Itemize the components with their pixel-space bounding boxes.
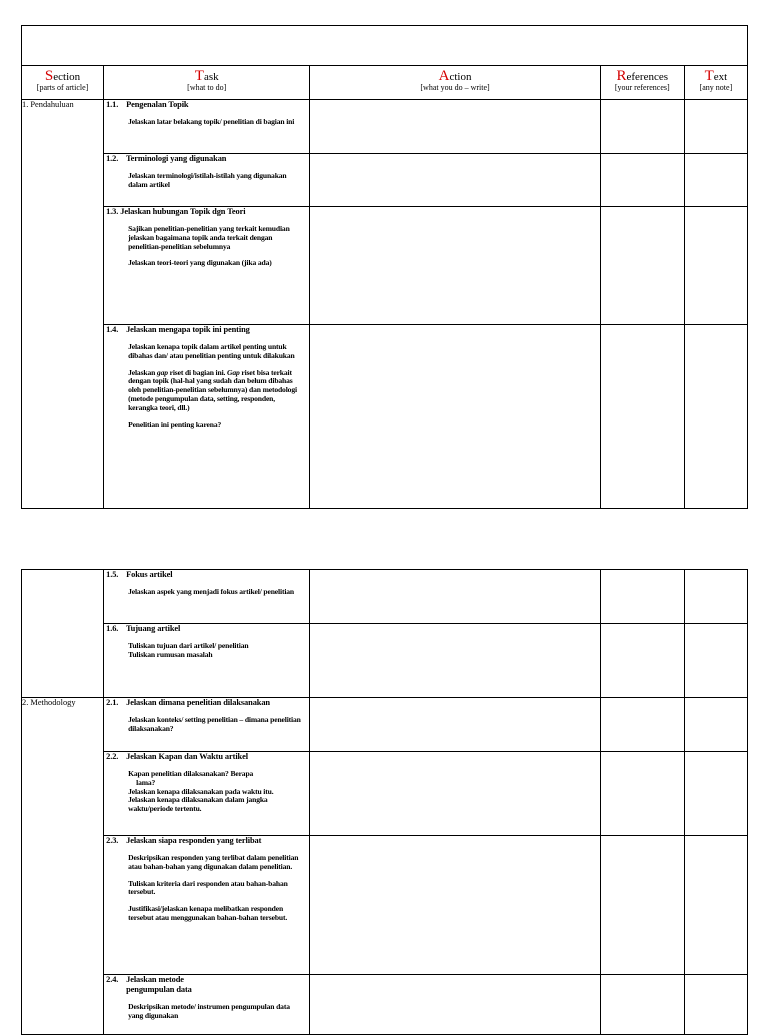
section-methodology: 2. Methodology <box>22 698 104 1035</box>
references-cell[interactable] <box>600 698 684 752</box>
section-empty-cell <box>22 570 104 698</box>
references-cell[interactable] <box>600 624 684 698</box>
task-cell-2-4 <box>104 975 310 1035</box>
article-plan-table-2 <box>21 569 748 1035</box>
table-row <box>22 100 748 154</box>
header-action: Action [what you do – write] <box>310 66 600 100</box>
text-cell[interactable] <box>684 836 747 975</box>
task-cell-1-4 <box>104 325 310 509</box>
action-cell[interactable] <box>310 624 600 698</box>
task-body: Tuliskan tujuan dari artikel/ penelitian Tuliskan rumusan masalah <box>128 641 249 659</box>
action-cell[interactable] <box>310 975 600 1035</box>
references-cell[interactable] <box>600 836 684 975</box>
task-cell-1-6 <box>104 624 310 698</box>
task-cell-1-1 <box>104 100 310 154</box>
task-body: Sajikan penelitian-penelitian yang terkait kemudian jelaskan bagaimana topik anda terkait dengan penelitian-penelitian sebelumnya Jelaskan teori-teori yang digunakan (jika ada) <box>128 224 290 268</box>
task-cell-2-1 <box>104 698 310 752</box>
blank-title-cell <box>22 26 748 66</box>
text-cell[interactable] <box>684 100 747 154</box>
text-cell[interactable] <box>684 207 747 325</box>
task-title: 1.4. Jelaskan mengapa topik ini penting <box>106 325 250 334</box>
task-body: Kapan penelitian dilaksanakan? Berapa lama? Jelaskan kenapa dilaksanakan pada waktu itu. Jelaskan kenapa dilaksanakan dalam jangka waktu/periode tertentu. <box>128 769 274 814</box>
text-cell[interactable] <box>684 624 747 698</box>
header-references: References [your references] <box>600 66 684 100</box>
table-row <box>22 154 748 207</box>
task-body: Deskripsikan metode/ instrumen pengumpulan data yang digunakan <box>128 1002 290 1020</box>
table-row <box>22 698 748 752</box>
action-cell[interactable] <box>310 100 600 154</box>
references-cell[interactable] <box>600 100 684 154</box>
task-cell-1-5 <box>104 570 310 624</box>
references-cell[interactable] <box>600 207 684 325</box>
action-cell[interactable] <box>310 836 600 975</box>
task-body: Jelaskan terminologi/istilah-istilah yang digunakan dalam artikel <box>128 171 287 189</box>
blank-title-row <box>22 26 748 66</box>
references-cell[interactable] <box>600 570 684 624</box>
action-cell[interactable] <box>310 154 600 207</box>
header-task: Task [what to do] <box>104 66 310 100</box>
task-title: 1.3. Jelaskan hubungan Topik dgn Teori <box>106 207 246 216</box>
table-row <box>22 207 748 325</box>
task-title: 2.3. Jelaskan siapa responden yang terlibat <box>106 836 262 845</box>
task-body: Jelaskan aspek yang menjadi fokus artikel/ penelitian <box>128 587 294 596</box>
task-cell-1-2 <box>104 154 310 207</box>
references-cell[interactable] <box>600 325 684 509</box>
references-cell[interactable] <box>600 975 684 1035</box>
text-cell[interactable] <box>684 752 747 836</box>
header-text: Text [any note] <box>684 66 747 100</box>
references-cell[interactable] <box>600 154 684 207</box>
header-row <box>22 66 748 100</box>
task-title: 2.4. Jelaskan metode pengumpulan data <box>106 975 192 994</box>
text-cell[interactable] <box>684 325 747 509</box>
table-row <box>22 570 748 624</box>
task-body: Jelaskan latar belakang topik/ penelitian di bagian ini <box>128 117 295 126</box>
text-cell[interactable] <box>684 698 747 752</box>
task-title: 1.6. Tujuang artikel <box>106 624 181 633</box>
action-cell[interactable] <box>310 752 600 836</box>
action-cell[interactable] <box>310 207 600 325</box>
table-row <box>22 752 748 836</box>
task-body: Deskripsikan responden yang terlibat dalam penelitian atau bahan-bahan yang digunakan dalam penelitian. Tuliskan kriteria dari responden atau bahan-bahan tersebut. Justifikasi/jelaskan kenapa melibatkan responden tersebut atau menggunakan bahan-bahan tersebut. <box>128 853 299 922</box>
section-pendahuluan: 1. Pendahuluan <box>22 100 104 509</box>
table-row <box>22 975 748 1035</box>
action-cell[interactable] <box>310 698 600 752</box>
action-cell[interactable] <box>310 325 600 509</box>
text-cell[interactable] <box>684 570 747 624</box>
references-cell[interactable] <box>600 752 684 836</box>
task-body: Jelaskan kenapa topik dalam artikel penting untuk dibahas dan/ atau penelitian penting untuk dilakukan Jelaskan gap riset di bagian ini. Gap riset bisa terkait dengan topik (hal-hal yang sudah dan belum dibahas oleh penelitian-penelitian sebelumnya) dan metodologi (metode pengumpulan data, setting, responden, kerangka teori, dll.) Penelitian ini penting karena? <box>128 342 297 429</box>
task-cell-1-3 <box>104 207 310 325</box>
task-body: Jelaskan konteks/ setting penelitian – dimana penelitian dilaksanakan? <box>128 715 301 733</box>
task-title: 1.5. Fokus artikel <box>106 570 173 579</box>
table-row <box>22 325 748 509</box>
table-row <box>22 836 748 975</box>
action-cell[interactable] <box>310 570 600 624</box>
task-cell-2-3 <box>104 836 310 975</box>
task-title: 2.2. Jelaskan Kapan dan Waktu artikel <box>106 752 248 761</box>
header-section: Section [parts of article] <box>22 66 104 100</box>
task-title: 1.1. Pengenalan Topik <box>106 100 189 109</box>
task-title: 1.2. Terminologi yang digunakan <box>106 154 227 163</box>
text-cell[interactable] <box>684 975 747 1035</box>
text-cell[interactable] <box>684 154 747 207</box>
task-cell-2-2 <box>104 752 310 836</box>
table-row <box>22 624 748 698</box>
article-plan-table-1 <box>21 25 748 509</box>
task-title: 2.1. Jelaskan dimana penelitian dilaksanakan <box>106 698 270 707</box>
